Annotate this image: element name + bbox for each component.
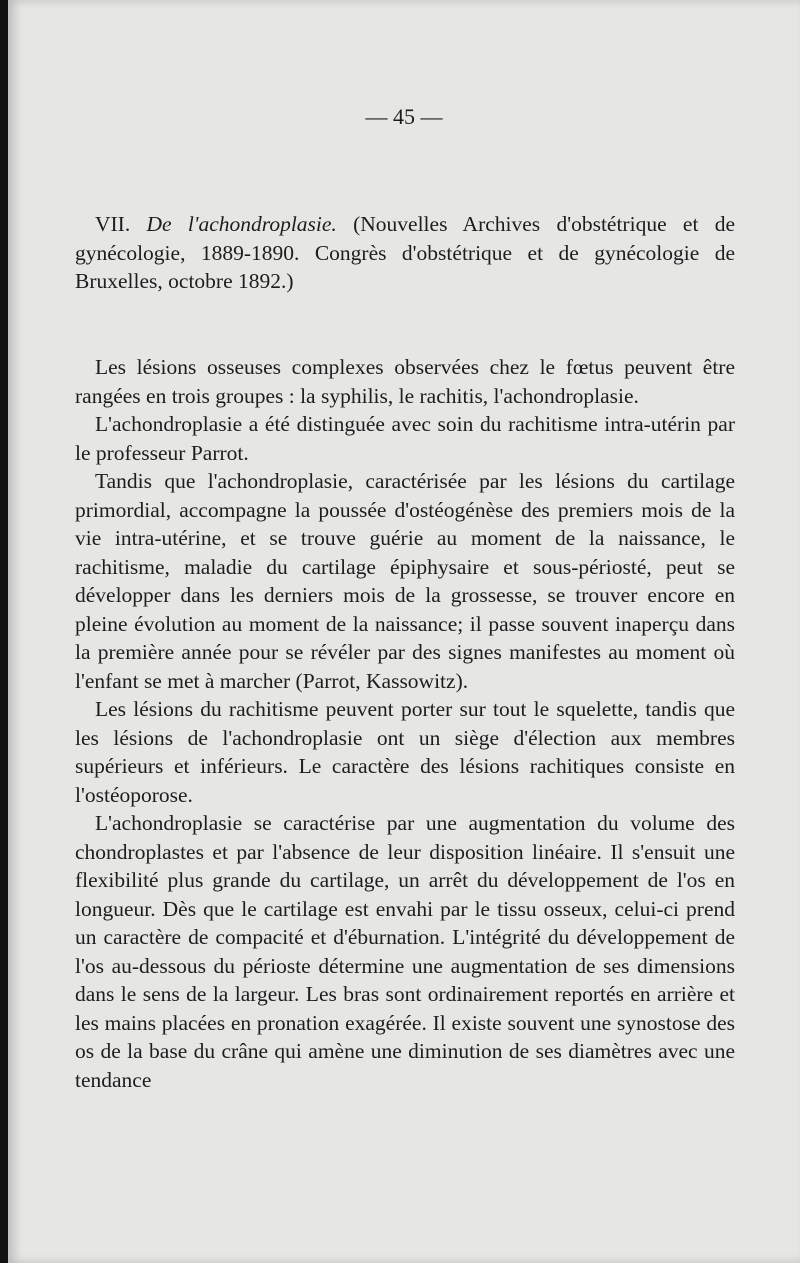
paragraph: Les lésions osseuses complexes observées chez le fœtus peuvent être rangées en trois groupes : la syphilis, le rachitis, l'achondroplasie. [75,355,735,408]
reference-title: De l'achondroplasie. [146,212,337,236]
reference-details: (Nouvelles Archives d'obstétrique et de gynécologie, 1889-1890. Congrès d'obstétrique et de gynécologie de Bruxelles, octobre 1892.) [75,212,736,293]
paragraph: Les lésions du rachitisme peuvent porter sur tout le squelette, tandis que les lésions de l'achondroplasie ont un siège d'élection aux membres supérieurs et inférieurs. Le caractère des lésions rachitiques consiste en l'ostéoporose. [75,697,735,807]
book-page [8,0,800,1263]
paragraph: L'achondroplasie a été distinguée avec soin du rachitisme intra-utérin par le professeur Parrot. [75,412,735,465]
body-text [75,353,735,1094]
page-number: — 45 — [365,104,443,129]
reference-label: VII. [95,212,131,236]
paragraph: L'achondroplasie se caractérise par une augmentation du volume des chondroplastes et par l'absence de leur disposition linéaire. Il s'ensuit une flexibilité plus grande du cartilage, un arrêt du développement de l'os en longueur. Dès que le cartilage est envahi par le tissu osseux, celui-ci prend un caractère de compacité et d'éburnation. L'intégrité du développement de l'os au-dessous du périoste détermine une augmentation de ses dimensions dans le sens de la largeur. Les bras sont ordinairement reportés en arrière et les mains placées en pronation exagérée. Il existe souvent une synostose des os de la base du crâne qui amène une diminution de ses diamètres avec une tendance [75,811,735,1092]
paragraph: Tandis que l'achondroplasie, caractérisée par les lésions du cartilage primordial, accompagne la poussée d'ostéogénèse des premiers mois de la vie intra-utérine, et se trouve guérie au moment de la naissance, le rachitisme, maladie du cartilage épiphysaire et sous-périosté, peut se développer dans les derniers mois de la grossesse, se trouver encore en pleine évolution au moment de la naissance; il passe souvent inaperçu dans la première année pour se révéler par des signes manifestes au moment où l'enfant se met à marcher (Parrot, Kassowitz). [75,469,735,693]
bibliographic-reference [75,210,735,296]
reference-paragraph [75,210,735,296]
